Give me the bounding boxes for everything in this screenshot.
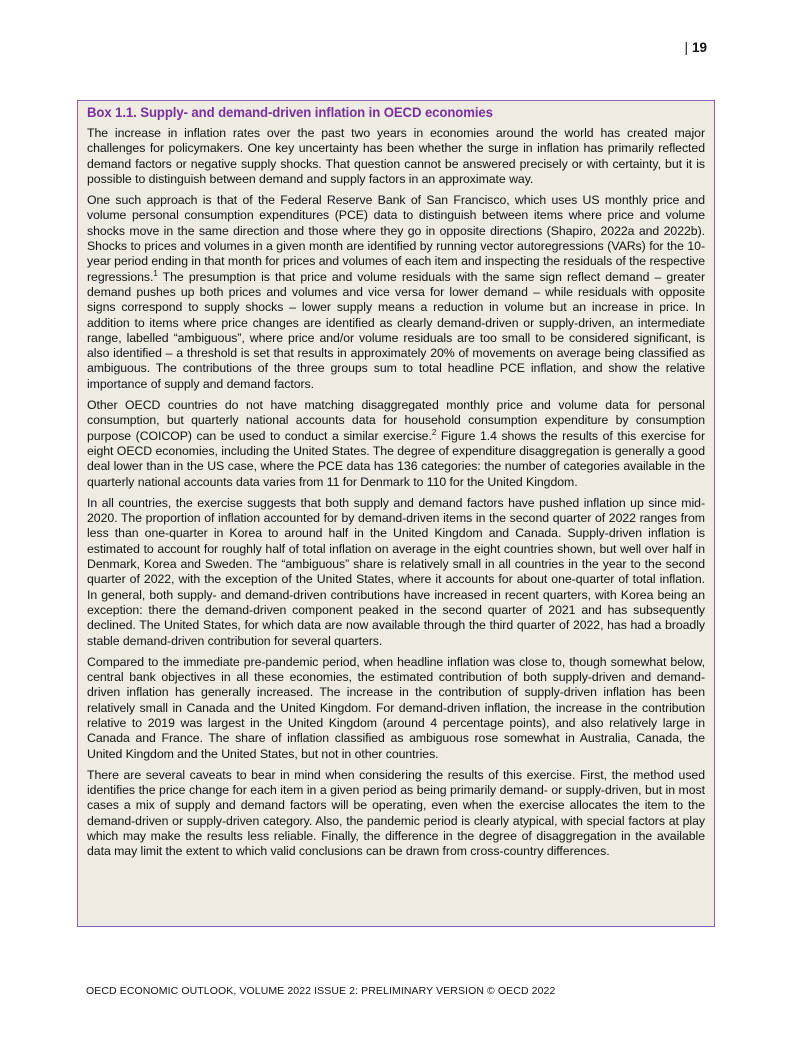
box-paragraph-3 (87, 398, 705, 490)
page-number-separator: | (684, 40, 688, 55)
page-number (684, 40, 707, 55)
box-paragraph-2 (87, 193, 705, 392)
box-1-1 (77, 100, 715, 927)
box-title: Box 1.1. Supply- and demand-driven inflation in OECD economies (87, 104, 493, 120)
box-paragraph-6: There are several caveats to bear in mind when considering the results of this exercise. First, the method used identifies the price change for each item in a given period as being primarily demand- or supply-driven, but in most cases a mix of supply and demand factors will be operating, even when the exercise allocates the item to the demand-driven or supply-driven category. Also, the pandemic period is clearly atypical, with special factors at play which may make the results less reliable. Finally, the difference in the degree of disaggregation in the available data may limit the extent to which valid conclusions can be drawn from cross-country differences. (87, 767, 705, 859)
box-paragraph-5: Compared to the immediate pre-pandemic period, when headline inflation was close to, though somewhat below, central bank objectives in all these economies, the estimated contribution of both supply-driven and demand-driven inflation has generally increased. The increase in the contribution of supply-driven inflation has been relatively small in Canada and the United Kingdom. For demand-driven inflation, the increase in the contribution relative to 2019 was largest in the United Kingdom (around 4 percentage points), and also relatively large in Canada and France. The share of inflation classified as ambiguous rose somewhat in Australia, Canada, the United Kingdom and the United States, but not in other countries. (87, 654, 705, 761)
paragraph-2-text-start: One such approach is that of the Federal Reserve Bank of San Francisco, which uses US monthly price and volume personal consumption expenditures (PCE) data to distinguish between items where price and volume shocks move in the same direction and those where they go in opposite directions (Shapiro, 2022a and 2022b). Shocks to prices and volumes in a given month are identified by running vector autoregressions (VARs) for the 10-year period ending in that month for prices and volumes of each item and inspecting the residuals of the respective regressions. (87, 193, 705, 284)
paragraph-3-text-start: Other OECD countries do not have matching disaggregated monthly price and volume data for personal consumption, but quarterly national accounts data for household consumption expenditure by consumption purpose (COICOP) can be used to conduct a similar exercise. (87, 398, 705, 443)
box-paragraph-1: The increase in inflation rates over the past two years in economies around the world has created major challenges for policymakers. One key uncertainty has been whether the surge in inflation has primarily reflected demand factors or negative supply shocks. That question cannot be answered precisely or with certainty, but it is possible to distinguish between demand and supply factors in an approximate way. (87, 126, 705, 186)
page-number-value: 19 (691, 40, 707, 55)
box-paragraph-4: In all countries, the exercise suggests that both supply and demand factors have pushed inflation up since mid-2020. The proportion of inflation accounted for by demand-driven items in the second quarter of 2022 ranges from less than one-quarter in Korea to around half in the United Kingdom and Canada. Supply-driven inflation is estimated to account for roughly half of total inflation on average in the eight countries shown, but well over half in Denmark, Korea and Sweden. The “ambiguous” share is relatively small in all countries in the year to the second quarter of 2022, with the exception of the United States, where it accounts for about one-quarter of total inflation. In general, both supply- and demand-driven contributions have increased in recent quarters, with Korea being an exception: there the demand-driven component peaked in the second quarter of 2021 and has subsequently declined. The United States, for which data are now available through the third quarter of 2022, has had a broadly stable demand-driven contribution for several quarters. (87, 495, 705, 648)
footnote-marker-2[interactable]: 2 (431, 427, 437, 437)
footnote-marker-1[interactable]: 1 (153, 268, 158, 278)
page-footer: OECD ECONOMIC OUTLOOK, VOLUME 2022 ISSUE 2: PRELIMINARY VERSION © OECD 2022 (86, 985, 556, 997)
paragraph-2-text-end: The presumption is that price and volume residuals with the same sign reflect demand – greater demand pushes up both prices and volumes and vice versa for lower demand – while residuals with opposite signs correspond to supply shocks – lower supply means a reduction in volume but an increase in price. In addition to items where price changes are identified as clearly demand-driven or supply-driven, an intermediate range, labelled “ambiguous”, where price and/or volume residuals are too small to be considered significant, is also identified – a threshold is set that results in approximately 20% of movements on average being classified as ambiguous. The contributions of the three groups sum to total headline PCE inflation, and show the relative importance of supply and demand factors. (87, 269, 705, 391)
paragraph-3-text-end: Figure 1.4 shows the results of this exercise for eight OECD economies, including the United States. The degree of expenditure disaggregation is generally a good deal lower than in the US case, where the PCE data has 136 categories: the number of categories available in the quarterly national accounts data varies from 11 for Denmark to 110 for the United Kingdom. (87, 428, 705, 489)
